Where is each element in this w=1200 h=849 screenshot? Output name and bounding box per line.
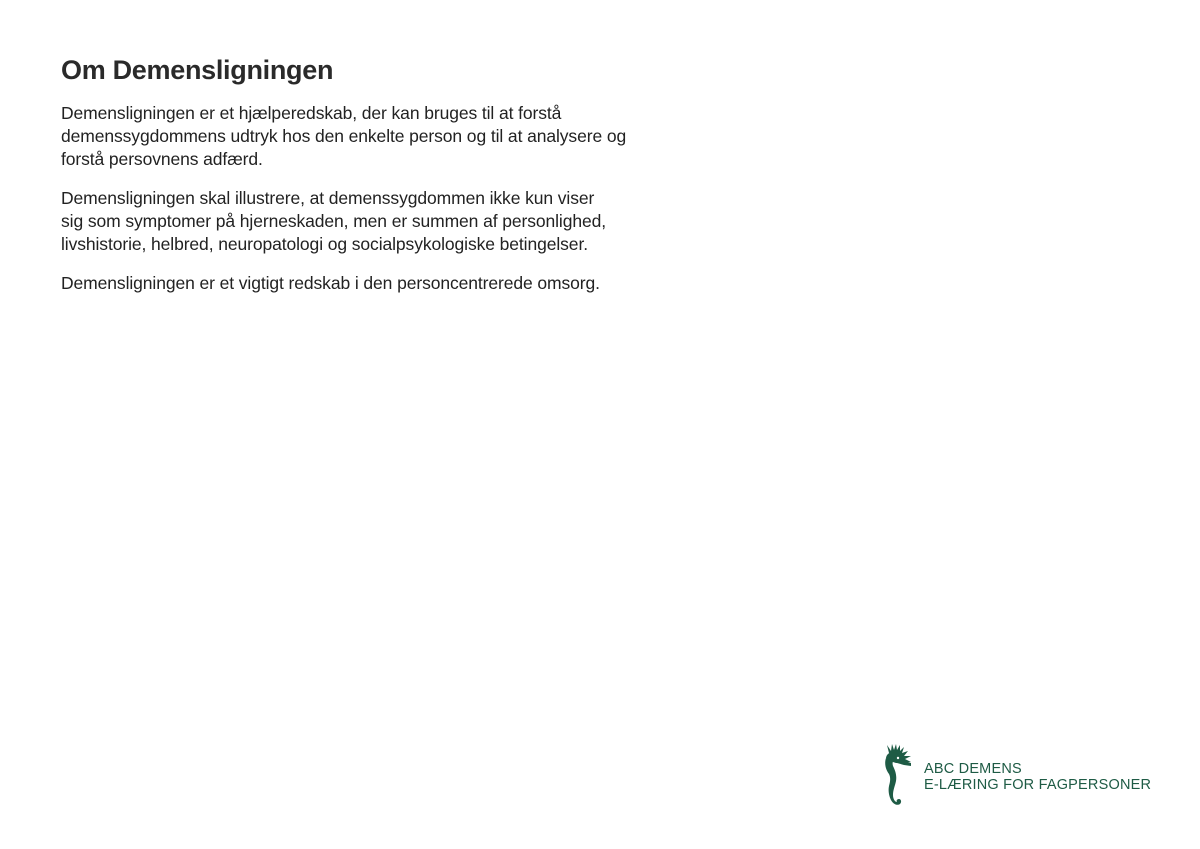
page-title: Om Demensligningen [61, 55, 334, 85]
logo-text [924, 761, 1151, 793]
paragraph-3 [61, 272, 681, 295]
paragraph-line: sig som symptomer på hjerneskaden, men er summen af personlighed, [61, 211, 607, 231]
paragraph-line: Demensligningen er et hjælperedskab, der kan bruges til at forstå [61, 103, 562, 123]
paragraph-2 [61, 187, 681, 256]
paragraph-line: Demensligningen skal illustrere, at demenssygdommen ikke kun viser [61, 188, 595, 208]
paragraph-line: demenssygdommens udtryk hos den enkelte person og til at analysere og [61, 126, 627, 146]
paragraph-line: forstå persovnens adfærd. [61, 149, 263, 169]
brand-logo [881, 744, 1151, 808]
document-content [61, 52, 681, 311]
logo-line-2: E-LÆRING FOR FAGPERSONER [924, 777, 1152, 793]
seahorse-icon [881, 744, 913, 808]
paragraph-line: Demensligningen er et vigtigt redskab i den personcentrerede omsorg. [61, 273, 600, 293]
logo-line-1: ABC DEMENS [924, 761, 1022, 777]
paragraph-line: livshistorie, helbred, neuropatologi og socialpsykologiske betingelser. [61, 234, 588, 254]
paragraph-1 [61, 102, 681, 171]
